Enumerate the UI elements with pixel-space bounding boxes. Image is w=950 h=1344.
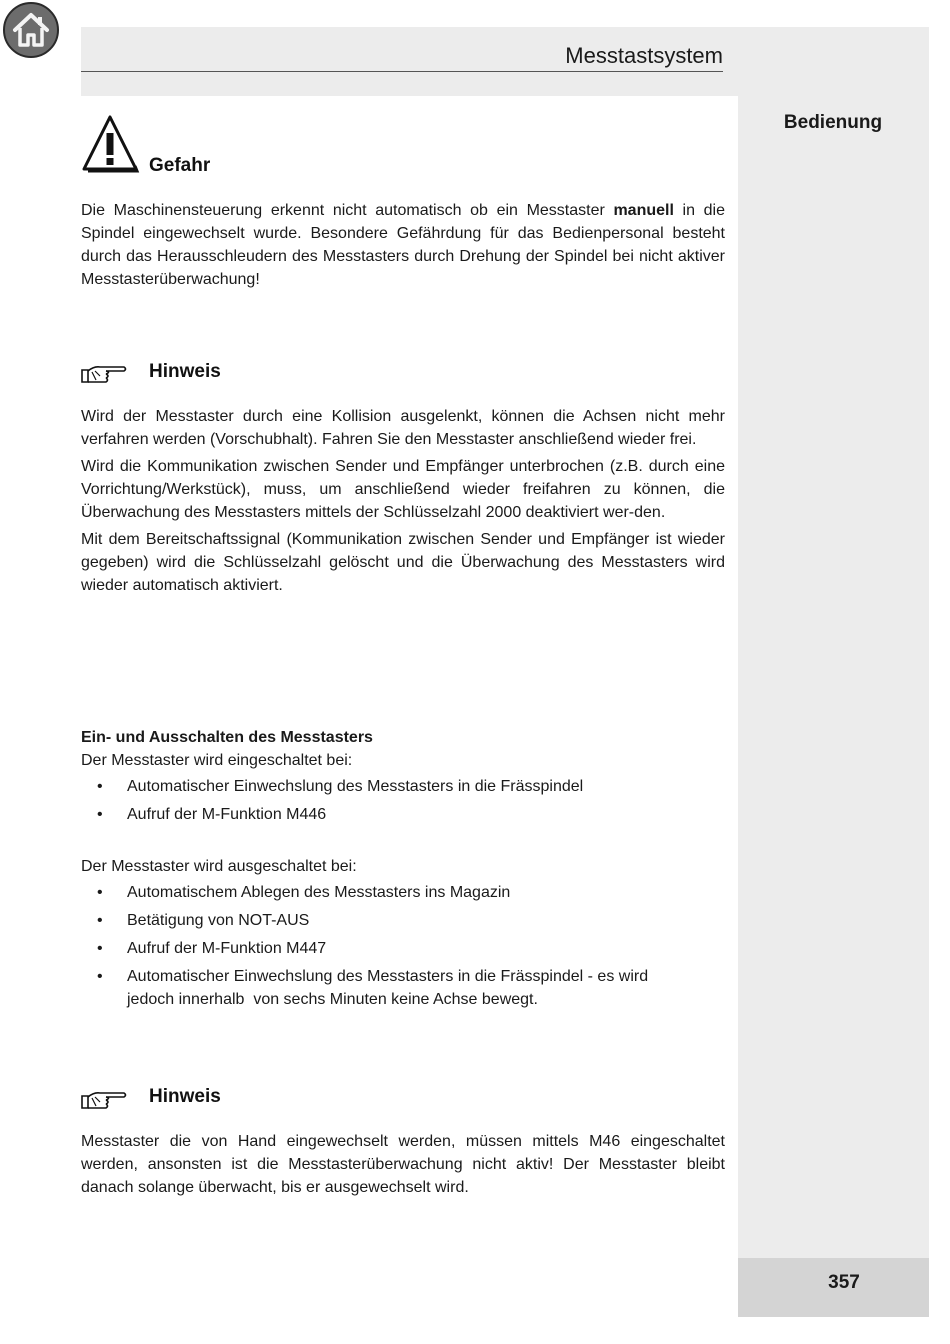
warning-icon (80, 113, 140, 175)
pointing-hand-icon (80, 362, 128, 386)
list-item (81, 937, 725, 960)
switching-on-intro: Der Messtaster wird eingeschaltet bei: (81, 752, 353, 769)
list-item-text: Betätigung von NOT-AUS (127, 912, 310, 929)
gefahr-text (81, 199, 725, 291)
switching-section (81, 726, 725, 1016)
list-item (81, 803, 725, 826)
hinweis2-title: Hinweis (149, 1086, 221, 1107)
bullet-dot: • (97, 884, 103, 901)
switching-off-list (81, 881, 725, 1011)
hinweis1-text (81, 405, 725, 597)
hinweis1-paragraph: Wird der Messtaster durch eine Kollision ausgelenkt, können die Achsen nicht mehr verfahren werden (Vorschubhalt). Fahren Sie den Messtaster anschließend wieder frei. (81, 408, 725, 448)
list-item (81, 775, 725, 798)
list-item-text: Automatischer Einwechslung des Messtasters in die Frässpindel (127, 778, 584, 795)
bullet-dot: • (97, 806, 103, 823)
page-header-title: Messtastsystem (565, 43, 723, 68)
home-icon (11, 10, 51, 50)
bullet-dot: • (97, 968, 103, 985)
home-button[interactable] (3, 2, 59, 58)
bullet-dot: • (97, 912, 103, 929)
hinweis1-title: Hinweis (149, 361, 221, 382)
hinweis1-paragraph: Wird die Kommunikation zwischen Sender und Empfänger unterbrochen (z.B. durch eine Vorrichtung/Werkstück), muss, um anschließend wieder freifahren zu können, die Überwachung des Messtasters mittels der Schlüsselzahl 2000 deaktiviert wer-den. (81, 458, 725, 521)
pointing-hand-icon (80, 1088, 128, 1112)
list-item (81, 909, 725, 932)
switching-off-intro: Der Messtaster wird ausgeschaltet bei: (81, 858, 357, 875)
list-item-text: Aufruf der M-Funktion M447 (127, 940, 327, 957)
switching-title: Ein- und Ausschalten des Messtasters (81, 729, 373, 746)
section-label: Bedienung (783, 112, 883, 133)
gefahr-text-part: in die Spindel eingewechselt wurde. Besondere Gefährdung für das Bedienpersonal besteht durch das Herausschleudern des Messtasters durch Drehung der Spindel bei nicht aktiver Messtasterüberwachung! (81, 202, 725, 288)
list-item (81, 965, 725, 1011)
list-item-text: Aufruf der M-Funktion M446 (127, 806, 327, 823)
page-number: 357 (828, 1272, 860, 1293)
side-column (738, 96, 929, 1317)
header-divider (81, 71, 723, 72)
gefahr-title: Gefahr (149, 155, 211, 176)
gefahr-text-part: Die Maschinensteuerung erkennt nicht automatisch ob ein Messtaster (81, 202, 614, 219)
bullet-dot: • (97, 778, 103, 795)
list-item-text: Automatischem Ablegen des Messtasters ins Magazin (127, 884, 511, 901)
list-item (81, 881, 725, 904)
gefahr-text-bold: manuell (613, 202, 674, 219)
list-item-text: Automatischer Einwechslung des Messtasters in die Frässpindel - es wird jedoch innerhalb von sechs Minuten keine Achse bewegt. (127, 968, 653, 1008)
hinweis1-paragraph: Mit dem Bereitschaftssignal (Kommunikation zwischen Sender und Empfänger ist wieder gegeben) wird die Schlüsselzahl gelöscht und die Überwachung des Messtasters wird wieder automatisch aktiviert. (81, 531, 725, 594)
hinweis2-paragraph: Messtaster die von Hand eingewechselt werden, müssen mittels M46 eingeschaltet werden, ansonsten ist die Messtasterüberwachung nicht aktiv! Der Messtaster bleibt danach solange überwacht, bis er ausgewechselt wird. (81, 1133, 725, 1196)
switching-on-list (81, 775, 725, 826)
hinweis2-text (81, 1130, 725, 1199)
bullet-dot: • (97, 940, 103, 957)
